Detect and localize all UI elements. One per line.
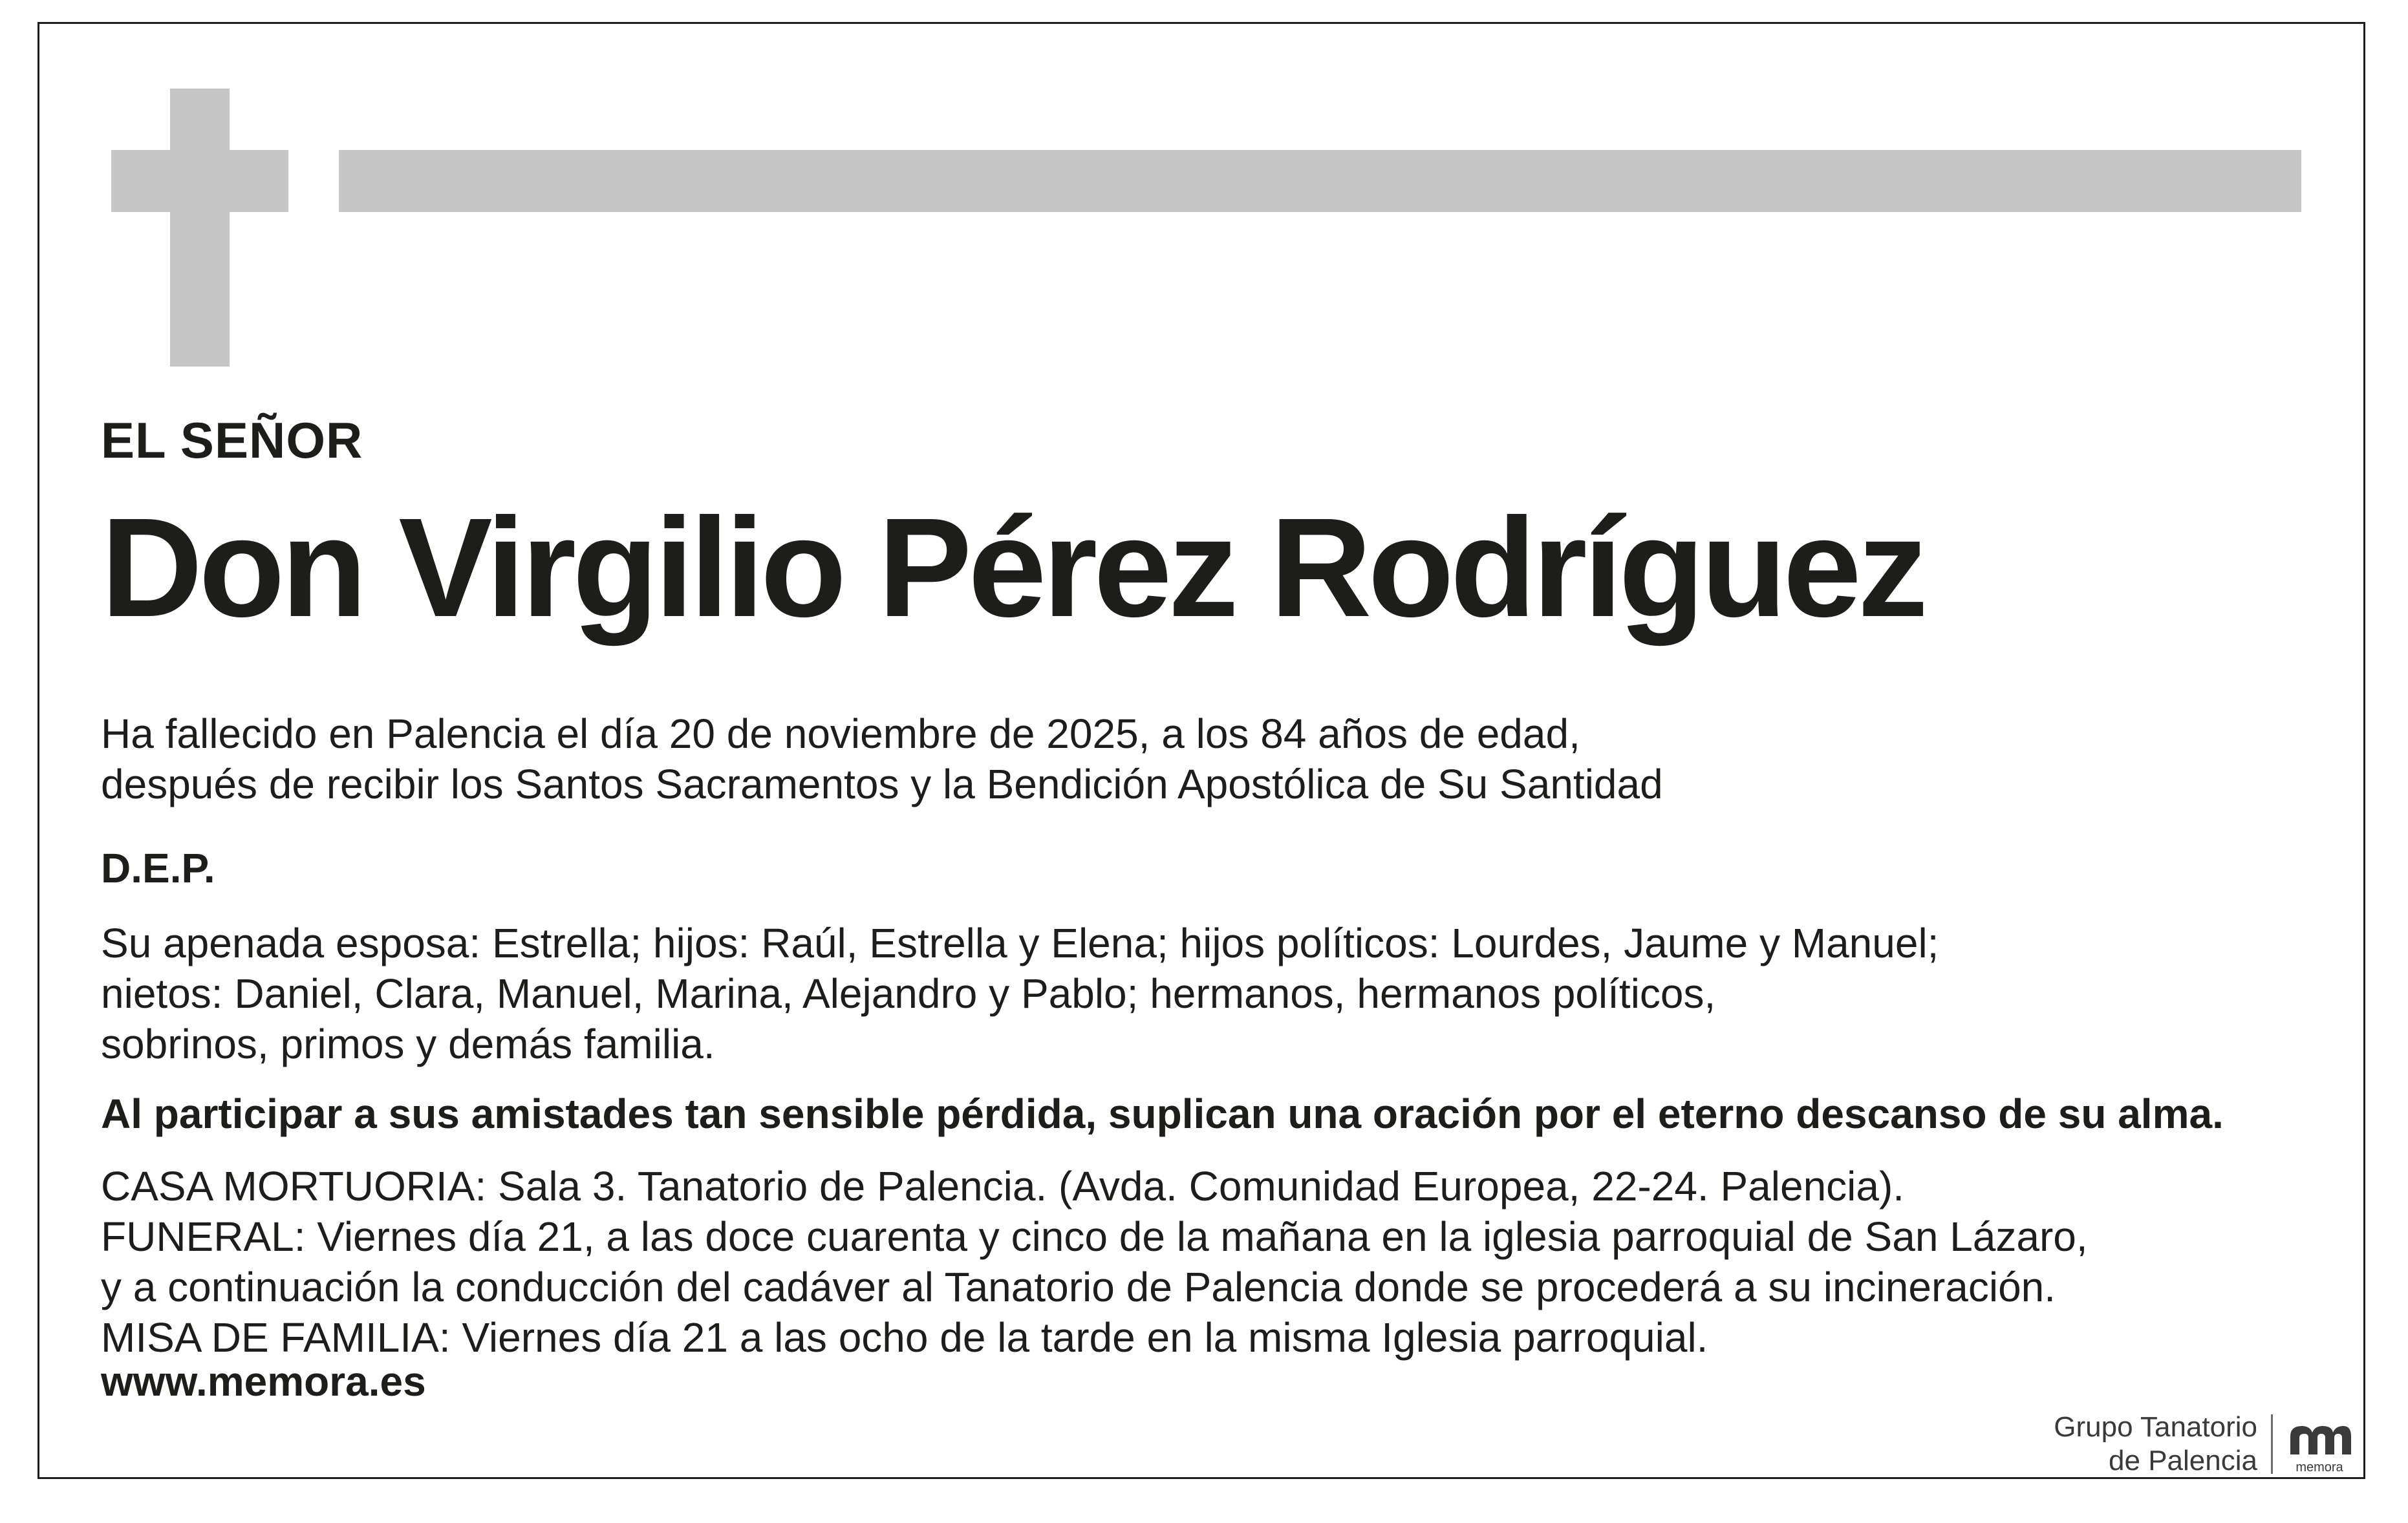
details-line-4: MISA DE FAMILIA: Viernes día 21 a las ocho de la tarde en la misma Iglesia parroquial. [101,1314,1708,1361]
svg-text:memora: memora [2295,1460,2343,1475]
details-line-3: y a continuación la conducción del cadáver al Tanatorio de Palencia donde se procederá a su incineración. [101,1264,2056,1310]
plea-text: Al participar a sus amistades tan sensible pérdida, suplican una oración por el eterno descanso de su alma. [101,1091,2224,1137]
memora-logo-icon [2284,1417,2355,1475]
title-prefix: EL SEÑOR [101,412,363,469]
announcement-line-2: después de recibir los Santos Sacramentos y la Bendición Apostólica de Su Santidad [101,761,1663,807]
dep-label: D.E.P. [101,845,215,891]
footer-line-1: Grupo Tanatorio [2054,1411,2257,1443]
family-line-2: nietos: Daniel, Clara, Manuel, Marina, Alejandro y Pablo; hermanos, hermanos políticos, [101,970,1716,1017]
announcement-line-1: Ha fallecido en Palencia el día 20 de noviembre de 2025, a los 84 años de edad, [101,710,1580,757]
footer-line-2: de Palencia [2109,1445,2257,1476]
footer-divider [2271,1414,2273,1474]
cross-icon-vertical [170,89,230,367]
cross-icon-horizontal [111,150,288,212]
website-link[interactable]: www.memora.es [101,1358,426,1405]
deceased-name: Don Virgilio Pérez Rodríguez [101,489,1924,646]
details-line-1: CASA MORTUORIA: Sala 3. Tanatorio de Palencia. (Avda. Comunidad Europea, 22-24. Palencia). [101,1163,1905,1209]
details-line-2: FUNERAL: Viernes día 21, a las doce cuarenta y cinco de la mañana en la iglesia parroquial de San Lázaro, [101,1213,2088,1260]
footer-brand [2054,1411,2257,1478]
family-line-1: Su apenada esposa: Estrella; hijos: Raúl, Estrella y Elena; hijos políticos: Lourdes, Jaume y Manuel; [101,920,1939,966]
family-line-3: sobrinos, primos y demás familia. [101,1021,715,1067]
header-rule [339,150,2301,212]
